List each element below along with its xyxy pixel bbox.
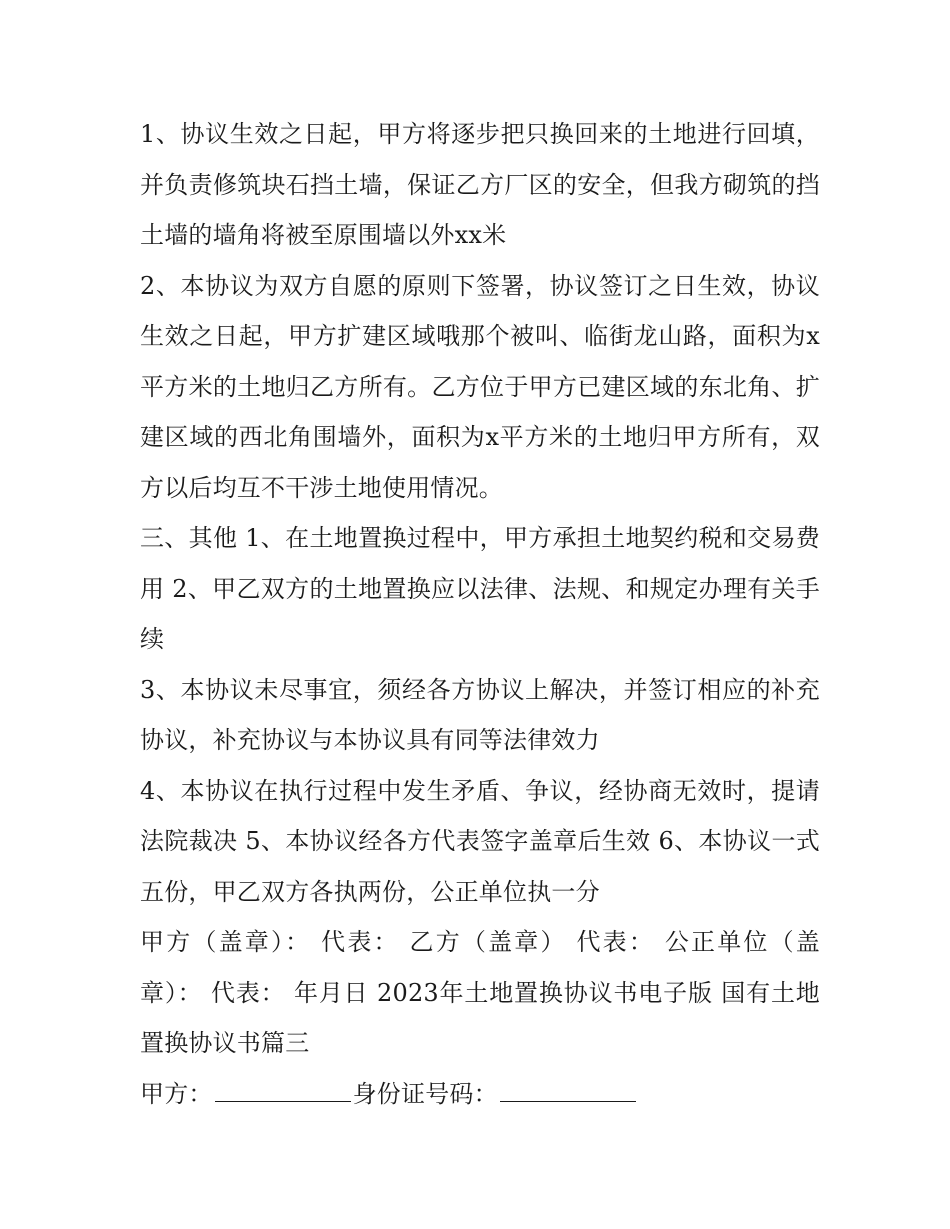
id-number-label: 身份证号码： xyxy=(352,1079,498,1108)
clause-3-supplementary: 3、本协议未尽事宜，须经各方协议上解决，并签订相应的补充协议，补充协议与本协议具有同等法律效力 xyxy=(140,675,820,754)
party-a-info-line xyxy=(140,1069,820,1120)
document-body xyxy=(140,109,820,1119)
id-number-blank-field[interactable] xyxy=(500,1079,636,1102)
clause-2-land-ownership: 2、本协议为双方自愿的原则下签署，协议签订之日生效，协议生效之日起，甲方扩建区域哦那个被叫、临街龙山路，面积为x平方米的土地归乙方所有。乙方位于甲方已建区域的东北角、扩建区域的西北角围墙外，面积为x平方米的土地归甲方所有，双方以后均互不干涉土地使用情况。 xyxy=(140,271,820,502)
party-a-label: 甲方： xyxy=(140,1079,213,1108)
clause-4-disputes: 4、本协议在执行过程中发生矛盾、争议，经协商无效时，提请法院裁决 5、本协议经各方代表签字盖章后生效 6、本协议一式五份，甲乙双方各执两份，公正单位执一分 xyxy=(140,776,820,906)
clause-1-backfill: 1、协议生效之日起，甲方将逐步把只换回来的土地进行回填，并负责修筑块石挡土墙，保证乙方厂区的安全，但我方砌筑的挡土墙的墙角将被至原围墙以外xx米 xyxy=(140,120,820,249)
signature-block: 甲方（盖章）： 代表： 乙方（盖章） 代表： 公正单位（盖章）： 代表： 年月日 2023年土地置换协议书电子版 国有土地置换协议书篇三 xyxy=(140,928,820,1057)
section-3-other-terms: 三、其他 1、在土地置换过程中，甲方承担土地契约税和交易费用 2、甲乙双方的土地置换应以法律、法规、和规定办理有关手续 xyxy=(140,524,820,653)
party-a-blank-field[interactable] xyxy=(215,1079,351,1102)
